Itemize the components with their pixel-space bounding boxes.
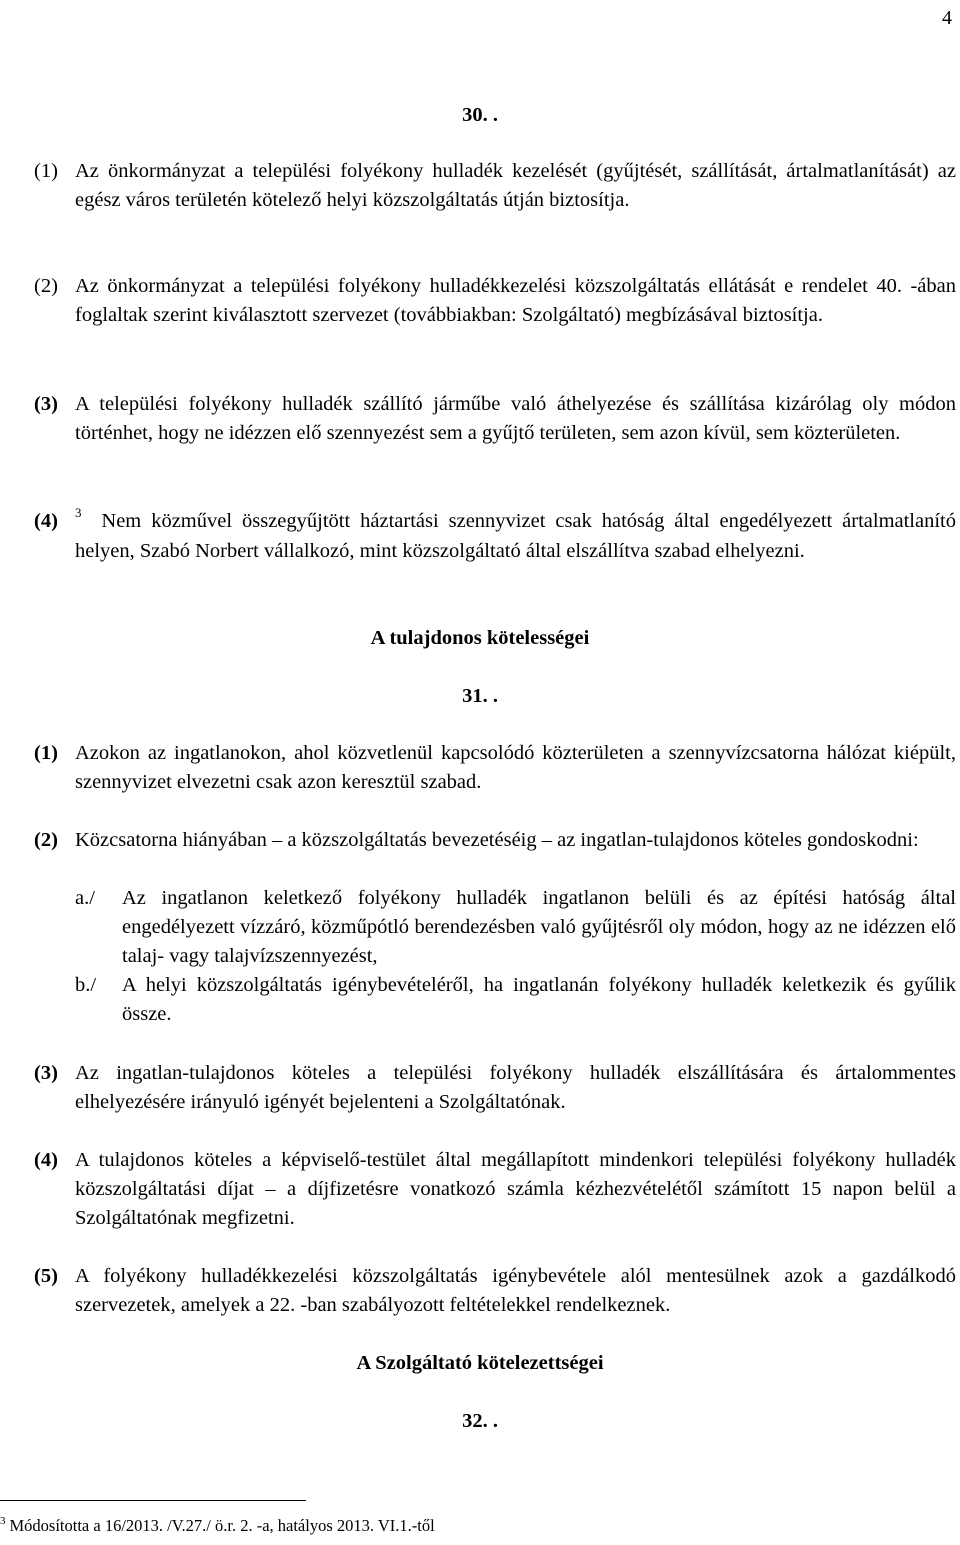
- footnote-mark: 3: [0, 1515, 6, 1527]
- paragraph-text-content: Nem közművel összegyűjtött háztartási szennyvizet csak hatóság által engedélyezett ártalmatlanító helyen, Szabó Norbert vállalkozó, mint közszolgáltató által elszállítva szabad elhelyezni.: [75, 510, 956, 562]
- paragraph-text: [75, 507, 956, 566]
- paragraph-number: (3): [34, 393, 58, 415]
- list-marker: b./: [75, 974, 97, 996]
- heading-owner-obligations: A tulajdonos kötelességei: [370, 627, 590, 649]
- paragraph-number: (3): [34, 1062, 58, 1084]
- paragraph-number: (1): [34, 742, 58, 764]
- paragraph-text: Közcsatorna hiányában – a közszolgáltatás bevezetéséig – az ingatlan-tulajdonos köteles gondoskodni:: [75, 829, 919, 851]
- paragraph-text: A települési folyékony hulladék szállító járműbe való áthelyezése és szállítása kizárólag oly módon történhet, hogy ne idézzen elő szennyezést sem a gyűjtő területen, sem azon kívül, sem közterületen.: [75, 393, 956, 444]
- paragraph-number: (4): [34, 510, 58, 532]
- footnote: [0, 1516, 435, 1538]
- section-31-paragraph-5: [34, 1262, 956, 1320]
- section-30-title: 30. .: [462, 104, 498, 126]
- section-31-title: 31. .: [462, 685, 498, 707]
- footnote-text: Módosította a 16/2013. /V.27./ ö.r. 2. -a, hatályos 2013. VI.1.-től: [9, 1516, 435, 1535]
- section-30-paragraph-1: [34, 157, 956, 215]
- section-30-paragraph-2: [34, 272, 956, 330]
- heading-provider-obligations: A Szolgáltató kötelezettségei: [356, 1352, 604, 1374]
- section-31-paragraph-1: [34, 739, 956, 797]
- list-marker: a./: [75, 887, 95, 909]
- paragraph-number: (4): [34, 1149, 58, 1171]
- section-31-paragraph-2: [34, 826, 956, 855]
- page-number: 4: [942, 7, 952, 29]
- footnote-reference: 3: [75, 505, 82, 520]
- paragraph-text: Az önkormányzat a települési folyékony hulladékkezelési közszolgáltatás ellátását e rendelet 40. -ában foglaltak szerint kiválasztott szervezet (továbbiakban: Szolgáltató) megbízásával biztosítja.: [75, 275, 956, 326]
- section-31-paragraph-3: [34, 1059, 956, 1117]
- paragraph-text: Az önkormányzat a települési folyékony hulladék kezelését (gyűjtését, szállítását, ártalmatlanítását) az egész város területén kötelező helyi közszolgáltatás útján biztosítja.: [75, 160, 956, 211]
- paragraph-number: (5): [34, 1265, 58, 1287]
- paragraph-text: Az ingatlan-tulajdonos köteles a települési folyékony hulladék elszállítására és ártalommentes elhelyezésére irányuló igényét bejelenteni a Szolgáltatónak.: [75, 1062, 956, 1113]
- footnote-separator: [0, 1500, 306, 1501]
- paragraph-number: (2): [34, 829, 58, 851]
- section-31-paragraph-4: [34, 1146, 956, 1233]
- list-item-text: Az ingatlanon keletkező folyékony hulladék ingatlanon belüli és az építési hatóság által engedélyezett vízzáró, közműpótló berendezésben való gyűjtésről oly módon, hogy az ne idézzen elő talaj- vagy talajvízszennyezést,: [122, 887, 956, 967]
- list-item-text: A helyi közszolgáltatás igénybevételéről, ha ingatlanán folyékony hulladék keletkezik és gyűlik össze.: [122, 974, 956, 1025]
- paragraph-text: A tulajdonos köteles a képviselő-testület által megállapított mindenkori települési folyékony hulladék közszolgáltatási díjat – a díjfizetésre vonatkozó számla kézhezvételétől számított 15 napon belül a Szolgáltatónak megfizetni.: [75, 1149, 956, 1229]
- paragraph-number: (1): [34, 160, 58, 182]
- section-30-paragraph-3: [34, 390, 956, 448]
- paragraph-number: (2): [34, 275, 58, 297]
- paragraph-text: Azokon az ingatlanokon, ahol közvetlenül kapcsolódó közterületen a szennyvízcsatorna hálózat kiépült, szennyvizet elvezetni csak azon keresztül szabad.: [75, 742, 956, 793]
- list-item-b: [75, 971, 956, 1029]
- paragraph-text: A folyékony hulladékkezelési közszolgáltatás igénybevétele alól mentesülnek azok a gazdálkodó szervezetek, amelyek a 22. -ban szabályozott feltételekkel rendelkeznek.: [75, 1265, 956, 1316]
- section-32-title: 32. .: [462, 1410, 498, 1432]
- list-item-a: [75, 884, 956, 971]
- section-30-paragraph-4: [34, 507, 956, 566]
